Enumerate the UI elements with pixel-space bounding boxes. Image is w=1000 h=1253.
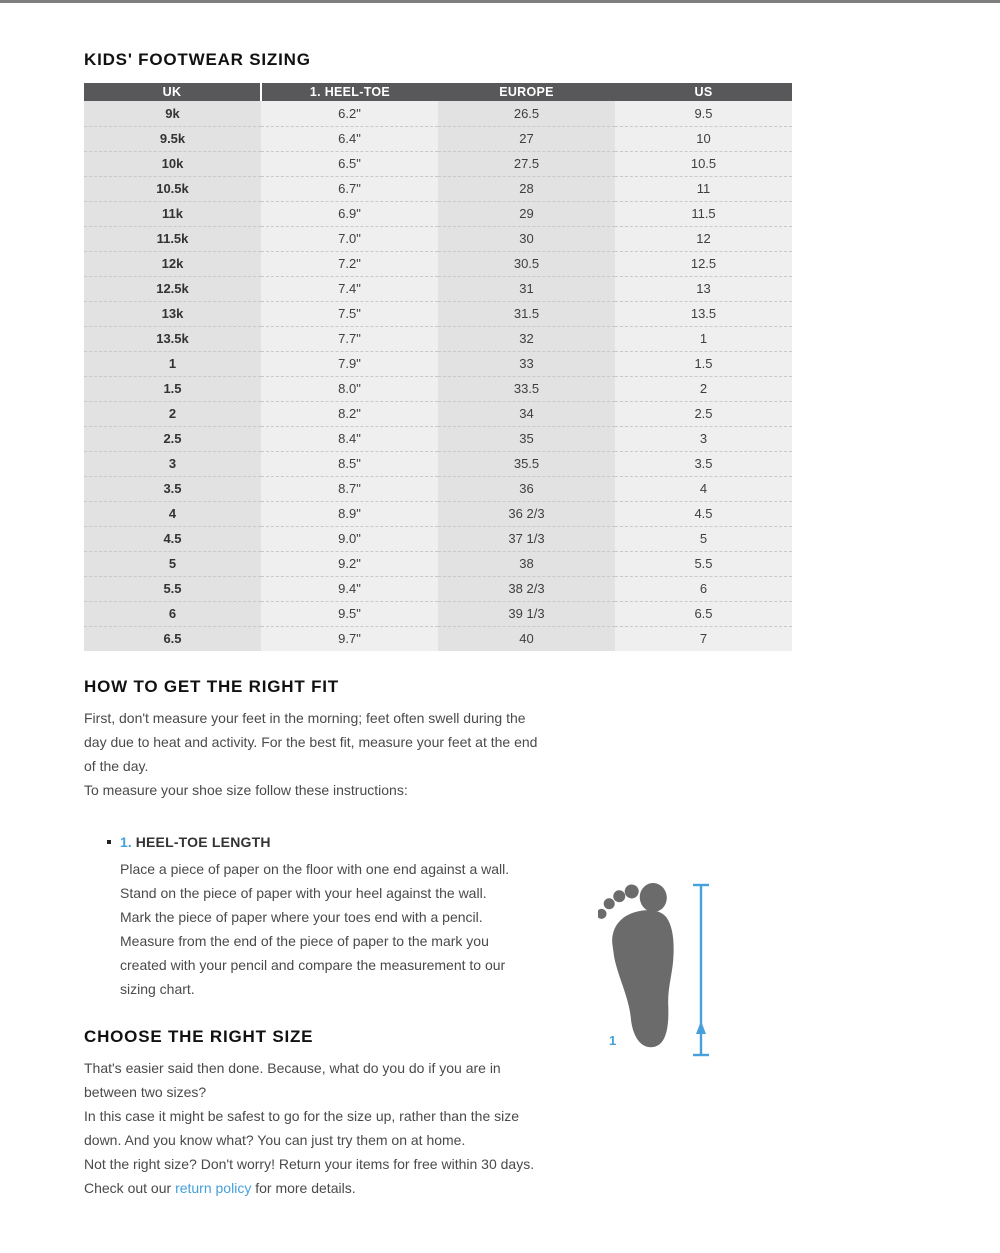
table-cell: 40: [438, 626, 615, 651]
table-cell: 1.5: [615, 351, 792, 376]
table-cell: 39 1/3: [438, 601, 615, 626]
top-divider-bar: [0, 0, 1000, 3]
table-cell: 6.5": [261, 151, 438, 176]
table-cell: 34: [438, 401, 615, 426]
table-cell: 38 2/3: [438, 576, 615, 601]
header-row: [84, 83, 792, 101]
table-cell: 9.7": [261, 626, 438, 651]
table-cell: 30.5: [438, 251, 615, 276]
column-header: UK: [84, 83, 261, 101]
table-cell: 7.5": [261, 301, 438, 326]
table-cell: 31.5: [438, 301, 615, 326]
square-bullet-icon: [107, 840, 111, 844]
foot-measurement-figure: [598, 875, 723, 1065]
table-cell: 2: [615, 376, 792, 401]
table-cell: 1.5: [84, 376, 261, 401]
table-cell: 7: [615, 626, 792, 651]
table-row: [84, 126, 792, 151]
return-policy-link[interactable]: return policy: [175, 1180, 252, 1196]
table-cell: 11k: [84, 201, 261, 226]
table-row: [84, 176, 792, 201]
table-cell: 13: [615, 276, 792, 301]
table-cell: 10k: [84, 151, 261, 176]
return-text-before: Not the right size? Don't worry! Return your items for free within 30 days. Check out our: [84, 1156, 535, 1196]
table-cell: 36: [438, 476, 615, 501]
table-row: [84, 226, 792, 251]
table-cell: 11: [615, 176, 792, 201]
table-cell: 12k: [84, 251, 261, 276]
step-number: 1.: [120, 834, 132, 850]
table-cell: 35.5: [438, 451, 615, 476]
size-table-header: [84, 83, 792, 101]
step-heel-toe: [84, 832, 510, 1001]
table-cell: 27: [438, 126, 615, 151]
table-cell: 8.9": [261, 501, 438, 526]
size-table: [84, 83, 792, 651]
table-cell: 5.5: [615, 551, 792, 576]
table-cell: 8.7": [261, 476, 438, 501]
fit-paragraph-1: First, don't measure your feet in the morning; feet often swell during the day due to heat and activity. For the best fit, measure your feet at the end of the day.: [84, 710, 538, 774]
table-row: [84, 301, 792, 326]
table-cell: 35: [438, 426, 615, 451]
table-cell: 11.5: [615, 201, 792, 226]
table-cell: 38: [438, 551, 615, 576]
table-cell: 8.0": [261, 376, 438, 401]
table-cell: 10.5: [615, 151, 792, 176]
table-cell: 1: [615, 326, 792, 351]
table-row: [84, 276, 792, 301]
table-cell: 7.2": [261, 251, 438, 276]
table-cell: 4: [615, 476, 792, 501]
table-cell: 2: [84, 401, 261, 426]
table-cell: 3.5: [84, 476, 261, 501]
table-cell: 9.4": [261, 576, 438, 601]
table-cell: 9k: [84, 101, 261, 126]
table-cell: 33: [438, 351, 615, 376]
table-cell: 9.0": [261, 526, 438, 551]
table-cell: 2.5: [615, 401, 792, 426]
table-cell: 12.5: [615, 251, 792, 276]
table-cell: 9.2": [261, 551, 438, 576]
table-cell: 7.7": [261, 326, 438, 351]
table-cell: 9.5": [261, 601, 438, 626]
measuring-steps-list: [84, 832, 510, 1001]
table-cell: 12.5k: [84, 276, 261, 301]
size-table-body: [84, 101, 792, 651]
table-cell: 6: [615, 576, 792, 601]
table-row: [84, 201, 792, 226]
table-cell: 8.5": [261, 451, 438, 476]
choose-section-heading: CHOOSE THE RIGHT SIZE: [84, 1027, 314, 1046]
column-header: EUROPE: [438, 83, 615, 101]
table-row: [84, 526, 792, 551]
table-cell: 4: [84, 501, 261, 526]
table-cell: 36 2/3: [438, 501, 615, 526]
table-row: [84, 551, 792, 576]
table-row: [84, 626, 792, 651]
table-row: [84, 326, 792, 351]
choose-paragraph-1: That's easier said then done. Because, what do you do if you are in between two sizes?: [84, 1060, 501, 1100]
table-cell: 13.5k: [84, 326, 261, 351]
table-cell: 4.5: [84, 526, 261, 551]
foot-silhouette-icon: [598, 875, 723, 1065]
table-cell: 6.7": [261, 176, 438, 201]
figure-step-label: 1: [609, 1033, 617, 1048]
table-row: [84, 576, 792, 601]
choose-paragraph-3: [84, 1152, 539, 1200]
table-cell: 6.5: [84, 626, 261, 651]
table-row: [84, 251, 792, 276]
table-cell: 8.4": [261, 426, 438, 451]
fit-paragraph-2: To measure your shoe size follow these instructions:: [84, 782, 408, 798]
table-cell: 5: [615, 526, 792, 551]
table-cell: 3: [84, 451, 261, 476]
table-cell: 32: [438, 326, 615, 351]
table-cell: 26.5: [438, 101, 615, 126]
table-cell: 6.2": [261, 101, 438, 126]
return-text-after: for more details.: [251, 1180, 356, 1196]
table-cell: 13.5: [615, 301, 792, 326]
table-cell: 4.5: [615, 501, 792, 526]
table-cell: 33.5: [438, 376, 615, 401]
table-cell: 11.5k: [84, 226, 261, 251]
table-cell: 8.2": [261, 401, 438, 426]
table-cell: 10: [615, 126, 792, 151]
step-heading: [120, 832, 504, 852]
column-header: US: [615, 83, 792, 101]
table-cell: 31: [438, 276, 615, 301]
table-cell: 5: [84, 551, 261, 576]
table-row: [84, 351, 792, 376]
table-row: [84, 451, 792, 476]
table-cell: 9.5: [615, 101, 792, 126]
table-row: [84, 151, 792, 176]
table-cell: 12: [615, 226, 792, 251]
step-instructions: Place a piece of paper on the floor with one end against a wall. Stand on the piece of paper with your heel against the wall. Mark the piece of paper where your toes end with a pencil. Measure from the end of the piece of paper to the mark you created with your pencil and compare the measurement to our sizing chart.: [120, 861, 510, 997]
table-cell: 6.5: [615, 601, 792, 626]
choose-paragraph-2: In this case it might be safest to go for the size up, rather than the size down. And you know what? You can just try them on at home.: [84, 1108, 520, 1148]
table-row: [84, 426, 792, 451]
table-row: [84, 376, 792, 401]
table-cell: 2.5: [84, 426, 261, 451]
step-title: HEEL-TOE LENGTH: [135, 834, 271, 850]
table-cell: 29: [438, 201, 615, 226]
measurement-arrow-icon: [693, 885, 709, 1055]
table-cell: 37 1/3: [438, 526, 615, 551]
fit-section-heading: HOW TO GET THE RIGHT FIT: [84, 677, 339, 696]
table-cell: 28: [438, 176, 615, 201]
table-row: [84, 476, 792, 501]
table-cell: 30: [438, 226, 615, 251]
table-cell: 3.5: [615, 451, 792, 476]
fit-section-text: [84, 706, 539, 802]
table-cell: 13k: [84, 301, 261, 326]
table-cell: 5.5: [84, 576, 261, 601]
table-cell: 1: [84, 351, 261, 376]
table-row: [84, 101, 792, 126]
table-cell: 3: [615, 426, 792, 451]
table-cell: 7.9": [261, 351, 438, 376]
table-row: [84, 601, 792, 626]
table-cell: 7.4": [261, 276, 438, 301]
choose-section-text: [84, 1056, 539, 1200]
table-cell: 6.9": [261, 201, 438, 226]
page-title: KIDS' FOOTWEAR SIZING: [84, 50, 311, 69]
table-row: [84, 401, 792, 426]
table-cell: 10.5k: [84, 176, 261, 201]
table-cell: 6.4": [261, 126, 438, 151]
table-row: [84, 501, 792, 526]
table-cell: 6: [84, 601, 261, 626]
column-header: 1. HEEL-TOE: [261, 83, 438, 101]
table-cell: 9.5k: [84, 126, 261, 151]
table-cell: 7.0": [261, 226, 438, 251]
table-cell: 27.5: [438, 151, 615, 176]
